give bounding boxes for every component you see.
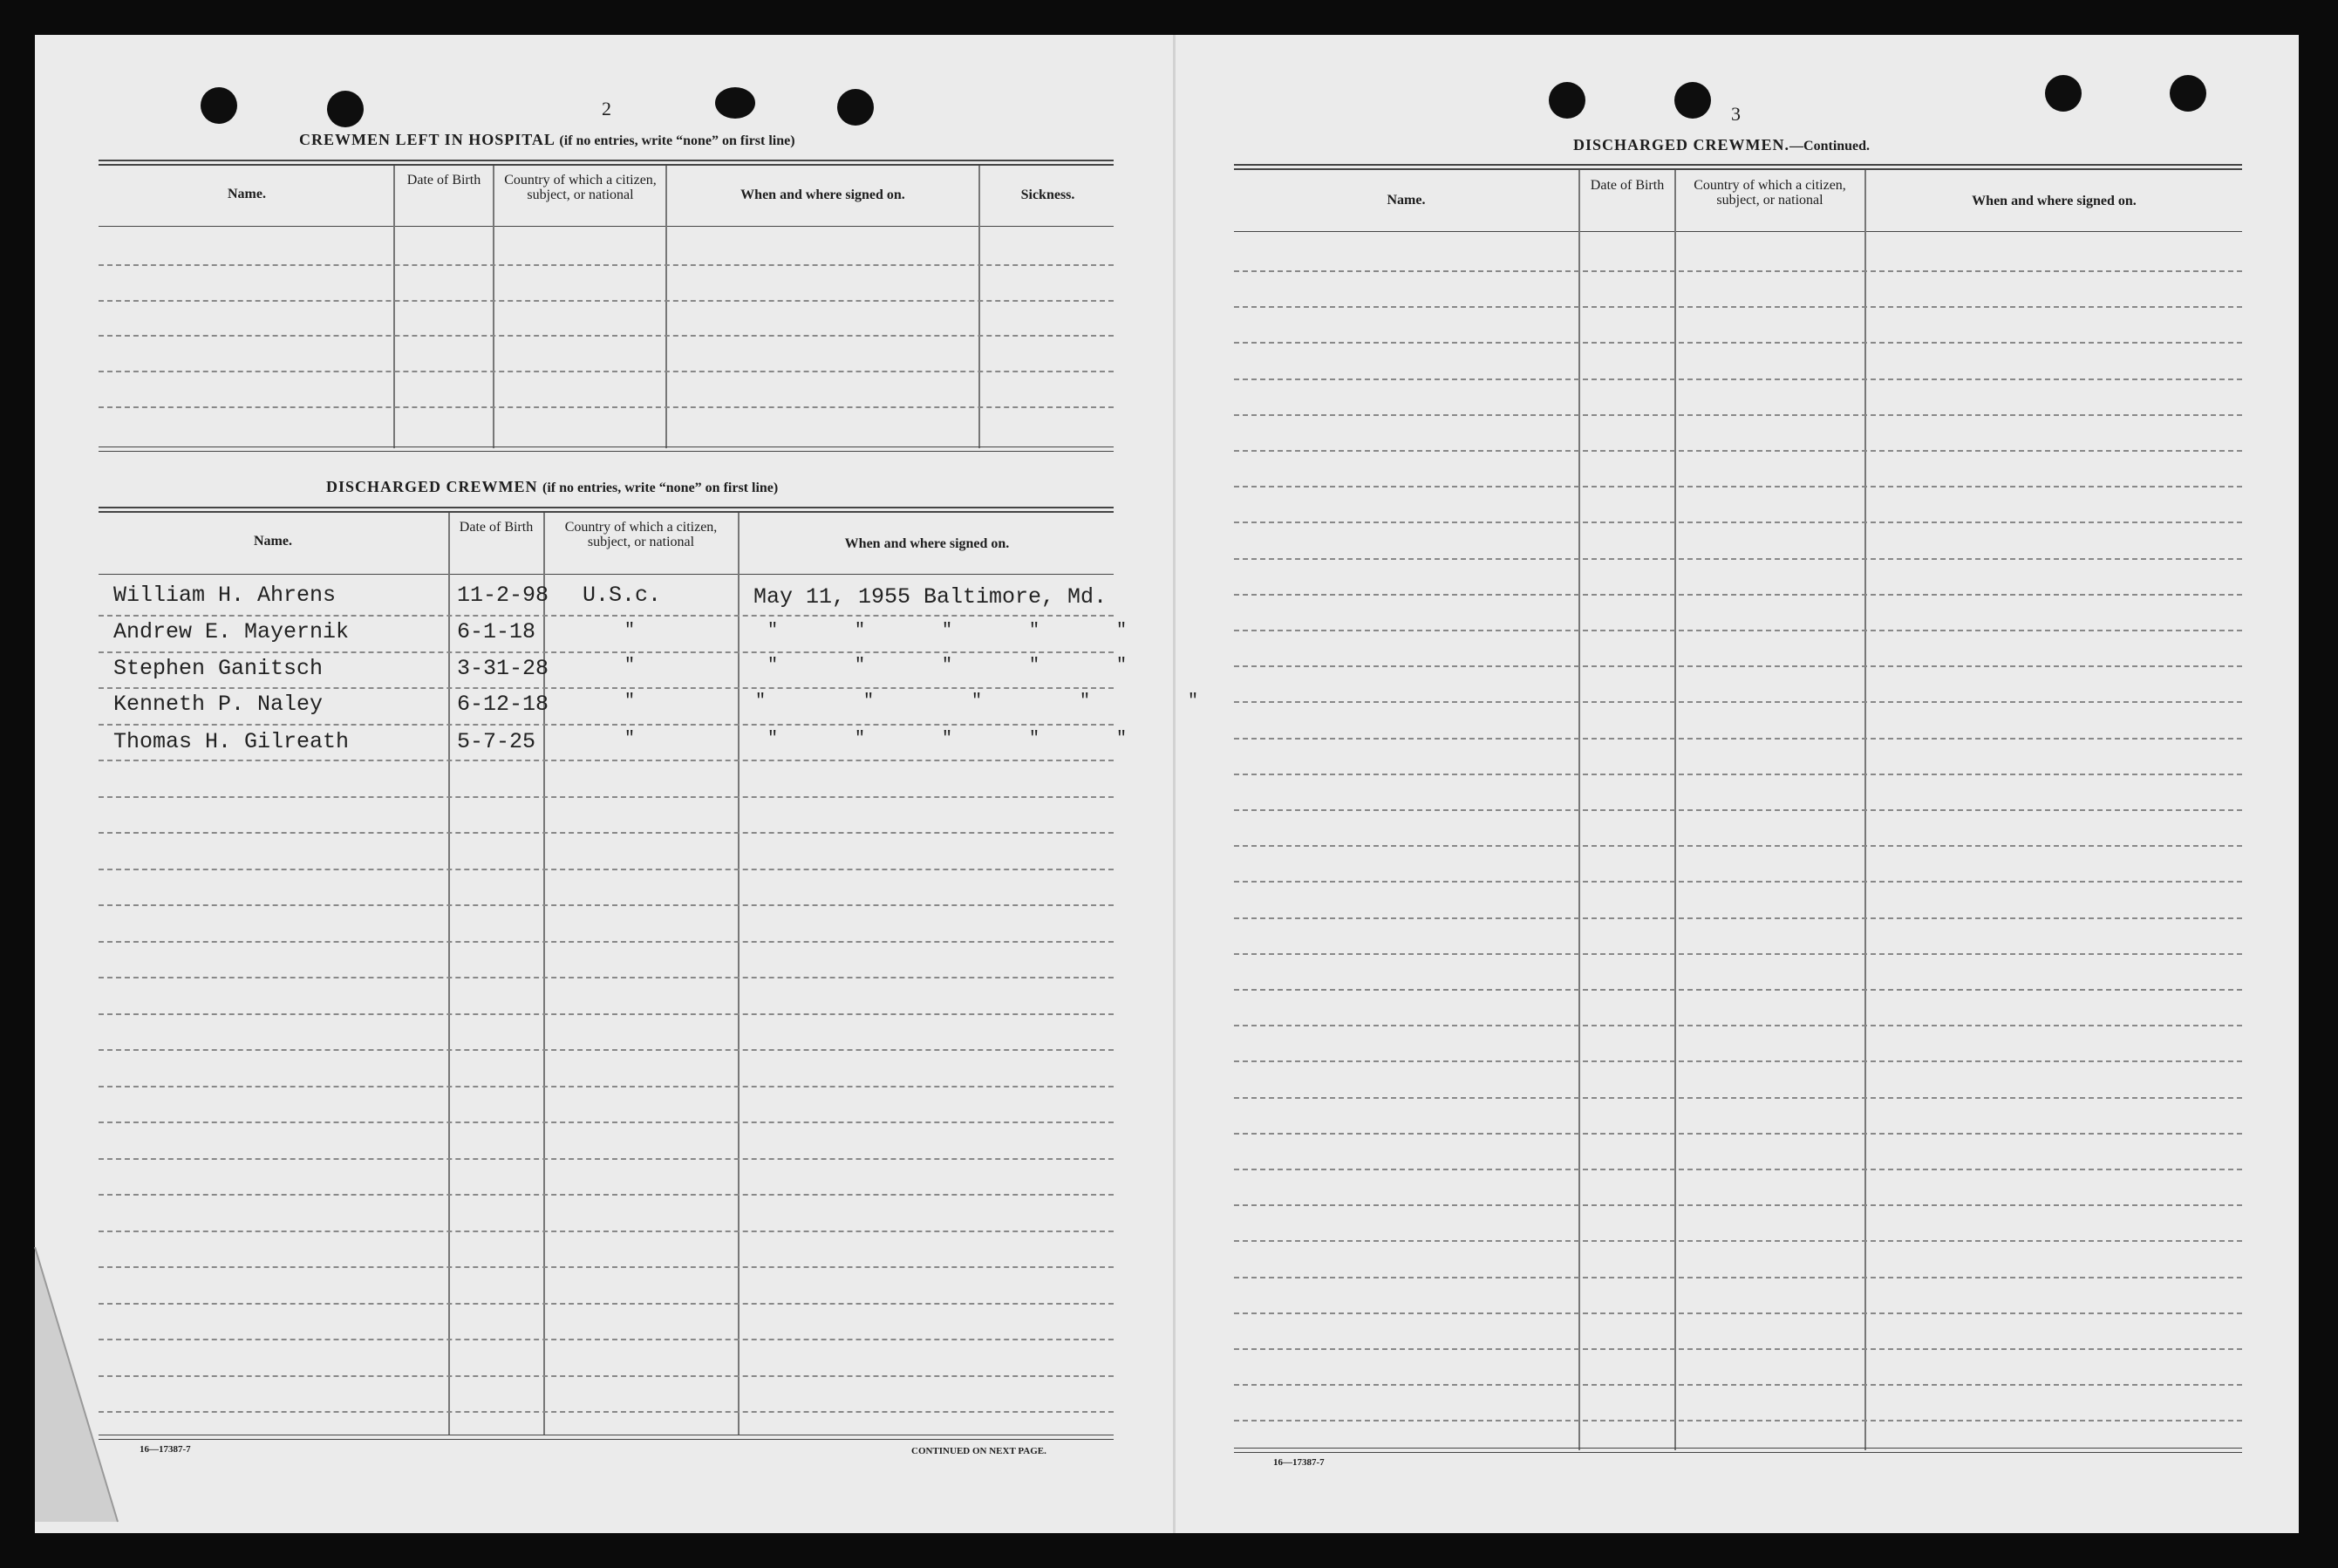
column-header-dob: Date of Birth [459,520,534,535]
ditto-marks: " " " " " [767,729,1161,749]
right-title-suffix: —Continued. [1789,139,1871,153]
dotted-line [1234,917,2242,919]
dotted-line [1234,1097,2242,1099]
punch-hole [201,87,237,124]
ditto-marks: " " " " " [755,692,1243,712]
column-header-country: Country of which a citizen, subject, or national [504,173,657,202]
dotted-line [99,406,1114,408]
crewman-name: William H. Ahrens [113,583,337,608]
hospital-title-note: (if no entries, write “none” on first line) [559,133,795,148]
dotted-line [99,796,1114,798]
dotted-line [99,1231,1114,1232]
dotted-line [99,904,1114,906]
dotted-line [1234,1169,2242,1170]
discharged-title-note: (if no entries, write “none” on first line) [542,481,779,495]
crewman-dob: 11-2-98 [457,583,549,608]
dotted-line [1234,845,2242,847]
column-header-dob: Date of Birth [1590,178,1665,193]
dotted-line [99,1194,1114,1196]
crewman-name: Kenneth P. Naley [113,692,324,717]
dotted-line [1234,450,2242,452]
dotted-line [99,1049,1114,1051]
discharged-title-text: DISCHARGED CREWMEN [326,478,538,495]
dotted-line [99,300,1114,302]
dotted-line [1234,522,2242,523]
dotted-line [99,1411,1114,1413]
column-header-country: Country of which a citizen, subject, or national [564,520,718,549]
crewman-name: Andrew E. Mayernik [113,619,350,644]
dotted-line [1234,306,2242,308]
table-rule [1234,1448,2242,1449]
dotted-line [99,724,1114,726]
page-curl [0,1247,122,1535]
punch-hole [1674,82,1711,119]
form-number: 16—17387-7 [140,1444,191,1455]
dotted-line [99,869,1114,870]
column-header-dob: Date of Birth [406,173,481,187]
dotted-line [99,977,1114,978]
ditto-mark: " [624,621,636,641]
page-number: 2 [602,98,611,119]
dotted-line [1234,989,2242,991]
right-section-title [1573,136,1870,154]
dotted-line [99,371,1114,372]
ditto-marks: " " " " " [767,656,1161,676]
discharged-section-title [326,478,778,496]
dotted-line [1234,953,2242,955]
dotted-line [99,615,1114,617]
table-rule [1234,1452,2242,1453]
dotted-line [1234,1384,2242,1386]
table-rule [99,511,1114,513]
ditto-mark: " [624,692,636,712]
dotted-line [1234,701,2242,703]
table-rule [99,1439,1114,1440]
header-rule [99,574,1114,575]
dotted-line [1234,1204,2242,1206]
ditto-mark: " [624,656,636,676]
crewman-dob: 6-1-18 [457,619,536,644]
column-header-sickness: Sickness. [1020,187,1075,202]
table-rule [99,507,1114,508]
punch-hole [327,91,364,127]
dotted-line [99,1013,1114,1015]
dotted-line [1234,774,2242,775]
continued-note: CONTINUED ON NEXT PAGE. [911,1446,1046,1456]
column-header-signed: When and where signed on. [844,536,1010,551]
column-header-signed: When and where signed on. [740,187,905,202]
dotted-line [99,832,1114,834]
punch-hole [1549,82,1585,119]
page-number: 3 [1731,103,1741,125]
dotted-line [99,1121,1114,1123]
dotted-line [99,760,1114,761]
dotted-line [1234,414,2242,416]
hospital-section-title [299,131,795,149]
dotted-line [1234,1420,2242,1421]
dotted-line [99,1266,1114,1268]
dotted-line [1234,665,2242,667]
crewman-name: Thomas H. Gilreath [113,729,350,754]
punch-hole [715,87,755,119]
column-header-name: Name. [228,187,266,201]
crewman-signed: May 11, 1955 Baltimore, Md. [753,584,1108,610]
right-title-text: DISCHARGED CREWMEN. [1573,136,1790,153]
dotted-line [1234,558,2242,560]
dotted-line [99,1375,1114,1377]
punch-hole [837,89,874,126]
punch-hole [2045,75,2082,112]
crewman-dob: 5-7-25 [457,729,536,754]
dotted-line [1234,1060,2242,1062]
table-rule [99,451,1114,452]
punch-hole [2170,75,2206,112]
dotted-line [1234,738,2242,740]
crewman-name: Stephen Ganitsch [113,656,324,681]
header-rule [99,226,1114,227]
dotted-line [1234,270,2242,272]
page-fold [1173,35,1176,1533]
dotted-line [1234,1348,2242,1350]
dotted-line [1234,486,2242,487]
dotted-line [1234,1312,2242,1314]
dotted-line [1234,1133,2242,1135]
dotted-line [99,1303,1114,1305]
dotted-line [99,1086,1114,1087]
dotted-line [1234,594,2242,596]
table-rule [99,160,1114,161]
dotted-line [99,1158,1114,1160]
dotted-line [1234,881,2242,883]
table-rule [1234,168,2242,170]
crewman-dob: 6-12-18 [457,692,549,717]
document-paper [35,35,2299,1533]
dotted-line [1234,1240,2242,1242]
ditto-mark: " [624,729,636,749]
dotted-line [99,264,1114,266]
column-header-name: Name. [254,534,292,549]
dotted-line [99,1339,1114,1340]
dotted-line [99,941,1114,943]
dotted-line [99,651,1114,653]
crewman-dob: 3-31-28 [457,656,549,681]
column-header-name: Name. [1387,193,1426,208]
column-header-signed: When and where signed on. [1972,194,2137,208]
dotted-line [1234,1025,2242,1026]
dotted-line [1234,630,2242,631]
header-rule [1234,231,2242,232]
table-rule [1234,164,2242,166]
dotted-line [1234,378,2242,380]
dotted-line [1234,342,2242,344]
column-header-country: Country of which a citizen, subject, or national [1694,178,1846,208]
table-rule [99,164,1114,166]
dotted-line [1234,809,2242,811]
hospital-title-text: CREWMEN LEFT IN HOSPITAL [299,131,555,148]
form-number: 16—17387-7 [1273,1457,1325,1468]
ditto-marks: " " " " " [767,621,1161,641]
dotted-line [99,687,1114,689]
dotted-line [99,335,1114,337]
crewman-country: U.S.c. [583,583,662,608]
dotted-line [1234,1277,2242,1278]
